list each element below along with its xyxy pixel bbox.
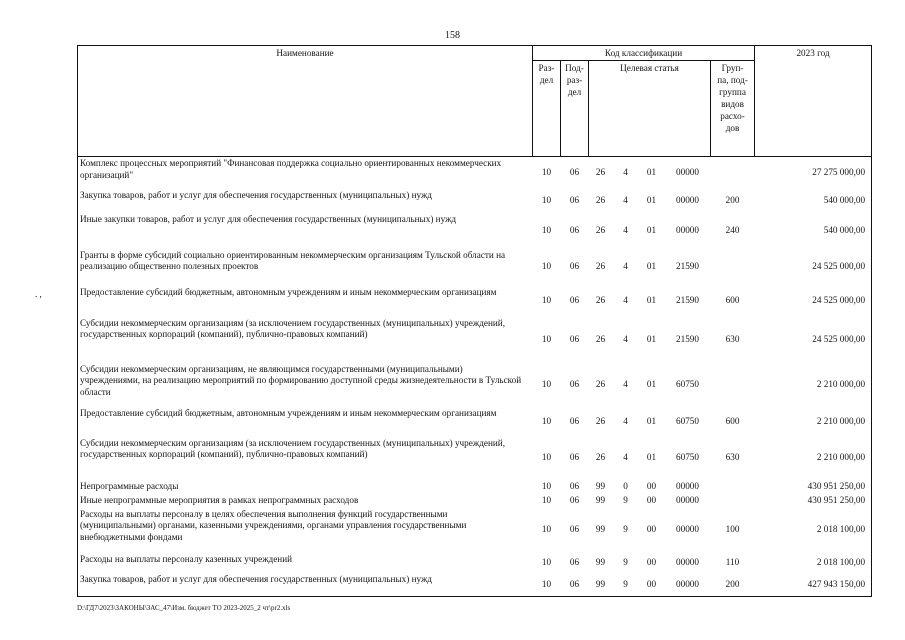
row-cs4: 21590	[676, 261, 699, 272]
row-razdel: 10	[541, 224, 552, 235]
row-vid: 110	[725, 556, 740, 567]
header-year: 2023 год	[755, 46, 872, 157]
row-razdel: 10	[541, 194, 552, 205]
row-name: Предоставление субсидий бюджетным, автономным учреждениям и иным некоммерческим организациям	[78, 407, 533, 437]
table-row	[78, 437, 872, 480]
row-podrazdel: 06	[569, 494, 580, 505]
row-cs1: 99	[595, 524, 606, 535]
table-row	[78, 573, 872, 597]
table-row	[78, 157, 872, 189]
row-name: Предоставление субсидий бюджетным, автономным учреждениям и иным некоммерческим организациям	[78, 286, 533, 317]
row-vid: 200	[711, 573, 755, 597]
row-cs2: 4	[623, 452, 628, 463]
header-group-line: дов	[725, 123, 740, 133]
row-cs1: 26	[595, 452, 606, 463]
row-cs4: 60750	[676, 415, 699, 426]
table-row	[78, 508, 872, 553]
row-cs3: 01	[646, 194, 657, 205]
row-cs1: 99	[595, 556, 606, 567]
header-group-line: группа	[719, 87, 746, 97]
row-cs3: 00	[646, 556, 657, 567]
row-podrazdel: 06	[569, 167, 580, 177]
row-vid: 630	[725, 333, 740, 344]
row-vid	[711, 249, 755, 286]
row-name: Иные закупки товаров, работ и услуг для обеспечения государственных (муниципальных) нужд	[78, 213, 533, 249]
page-number: 158	[445, 30, 460, 41]
row-podrazdel: 06	[569, 556, 580, 567]
row-name: Иные непрограммные мероприятия в рамках непрограммных расходов	[78, 494, 533, 508]
row-cs1: 99	[595, 480, 606, 491]
row-cs1: 99	[589, 573, 613, 597]
row-name: Субсидии некоммерческим организациям (за исключением государственных (муниципальных) учреждений, государственных корпораций (компаний), публично-правовых компаний)	[78, 317, 533, 363]
row-amount: 24 525 000,00	[755, 249, 872, 286]
row-cs4: 00000	[676, 224, 699, 235]
row-cs2: 4	[623, 167, 628, 177]
row-amount: 2 210 000,00	[755, 437, 872, 480]
row-cs1: 26	[595, 167, 606, 177]
row-cs2: 4	[623, 224, 628, 235]
row-vid	[711, 480, 755, 494]
row-podrazdel: 06	[569, 295, 580, 306]
row-cs2: 9	[623, 494, 628, 505]
row-cs1: 26	[595, 333, 606, 344]
row-name: Субсидии некоммерческим организациям, не являющимся государственными (муниципальными) учреждениями, на реализацию мероприятий по формированию доступной среды жизнедеятельности в Тульской области	[78, 363, 533, 407]
row-podrazdel: 06	[569, 480, 580, 491]
row-cs1: 26	[595, 224, 606, 235]
header-name: Наименование	[78, 46, 533, 157]
table-row	[78, 286, 872, 317]
row-cs4: 00000	[676, 524, 699, 535]
header-target-item: Целевая статья	[589, 61, 711, 157]
row-vid: 200	[725, 194, 740, 205]
row-cs4: 00000	[665, 573, 711, 597]
row-cs2: 9	[613, 573, 639, 597]
header-code: Код классификации	[533, 46, 755, 61]
row-razdel: 10	[541, 295, 552, 306]
row-cs3: 01	[646, 452, 657, 463]
row-razdel: 10	[541, 524, 552, 535]
row-cs4: 00000	[676, 167, 699, 177]
row-razdel: 10	[541, 452, 552, 463]
stray-mark: . ,	[35, 289, 42, 299]
row-name: Гранты в форме субсидий социально ориентированным некоммерческим организациям Тульской области на реализацию общественно полезных проектов	[78, 249, 533, 286]
row-amount: 2 210 000,00	[755, 363, 872, 407]
row-razdel: 10	[541, 480, 552, 491]
row-cs4: 21590	[676, 333, 699, 344]
row-cs2: 4	[623, 295, 628, 306]
row-name: Непрограммные расходы	[78, 480, 533, 494]
row-amount: 540 000,00	[755, 189, 872, 213]
row-cs4: 00000	[676, 556, 699, 567]
row-cs2: 0	[623, 480, 628, 491]
row-vid: 240	[725, 224, 740, 235]
row-cs3: 01	[646, 167, 657, 177]
row-amount: 430 951 250,00	[755, 480, 872, 494]
row-cs4: 00000	[676, 494, 699, 505]
row-cs3: 00	[646, 524, 657, 535]
budget-table	[77, 45, 872, 597]
row-cs1: 26	[595, 194, 606, 205]
row-cs3: 01	[646, 415, 657, 426]
row-name: Субсидии некоммерческим организациям (за исключением государственных (муниципальных) учреждений, государственных корпораций (компаний), публично-правовых компаний)	[78, 437, 533, 480]
table-row	[78, 317, 872, 363]
row-cs1: 26	[595, 261, 606, 272]
row-podrazdel: 06	[569, 333, 580, 344]
row-cs4: 60750	[676, 378, 699, 389]
row-cs1: 26	[595, 295, 606, 306]
table-header	[78, 46, 872, 157]
row-cs1: 99	[595, 494, 606, 505]
table-row	[78, 553, 872, 573]
header-group-line: Груп-	[721, 63, 744, 73]
row-amount: 430 951 250,00	[755, 494, 872, 508]
row-cs3: 01	[646, 378, 657, 389]
row-podrazdel: 06	[569, 261, 580, 272]
row-vid	[711, 157, 755, 189]
row-amount: 24 525 000,00	[755, 286, 872, 317]
row-cs2: 9	[623, 556, 628, 567]
header-group-line: видов	[721, 99, 744, 109]
row-cs3: 01	[646, 224, 657, 235]
file-path-footer: D:\ГД7\2023\ЗАКОНЫ\ЗАС_47\Изм. бюджет ТО 2023-2025_2 чт\pr2.xls	[77, 604, 291, 612]
row-cs2: 4	[623, 333, 628, 344]
row-amount: 540 000,00	[755, 213, 872, 249]
row-cs3: 01	[646, 261, 657, 272]
row-amount: 2 018 100,00	[755, 508, 872, 553]
row-razdel: 10	[533, 573, 561, 597]
row-amount: 2 210 000,00	[755, 407, 872, 437]
row-cs3: 00	[646, 480, 657, 491]
row-name: Закупка товаров, работ и услуг для обеспечения государственных (муниципальных) нужд	[78, 573, 533, 597]
row-name: Закупка товаров, работ и услуг для обеспечения государственных (муниципальных) нужд	[78, 189, 533, 213]
row-amount: 27 275 000,00	[755, 157, 872, 189]
row-vid	[711, 494, 755, 508]
row-amount: 24 525 000,00	[755, 317, 872, 363]
row-cs3: 00	[646, 494, 657, 505]
row-razdel: 10	[541, 333, 552, 344]
row-name: Расходы на выплаты персоналу казенных учреждений	[78, 553, 533, 573]
row-razdel: 10	[541, 415, 552, 426]
row-razdel: 10	[541, 494, 552, 505]
row-cs1: 26	[595, 415, 606, 426]
row-podrazdel: 06	[569, 224, 580, 235]
row-cs4: 21590	[676, 295, 699, 306]
row-vid: 100	[725, 524, 740, 535]
row-podrazdel: 06	[569, 524, 580, 535]
table-row	[78, 407, 872, 437]
table-row	[78, 480, 872, 494]
row-cs3: 00	[639, 573, 665, 597]
row-cs2: 9	[623, 524, 628, 535]
row-razdel: 10	[541, 167, 552, 177]
table-row	[78, 363, 872, 407]
row-podrazdel: 06	[569, 415, 580, 426]
row-amount: 2 018 100,00	[755, 553, 872, 573]
row-cs4: 00000	[676, 194, 699, 205]
row-razdel: 10	[541, 378, 552, 389]
row-cs4: 60750	[676, 452, 699, 463]
row-podrazdel: 06	[561, 573, 589, 597]
row-cs1: 26	[595, 378, 606, 389]
row-name: Комплекс процессных мероприятий "Финансовая поддержка социально ориентированных некоммерческих организаций"	[78, 157, 533, 189]
row-cs2: 4	[623, 378, 628, 389]
row-cs3: 01	[646, 295, 657, 306]
row-podrazdel: 06	[569, 378, 580, 389]
row-name: Расходы на выплаты персоналу в целях обеспечения выполнения функций государственными (муниципальными) органами, казенными учреждениями, органами управления государственными внебюджетными фондами	[78, 508, 533, 553]
table-row	[78, 213, 872, 249]
row-cs2: 4	[623, 415, 628, 426]
row-vid: 600	[725, 295, 740, 306]
table-row	[78, 494, 872, 508]
row-cs3: 01	[646, 333, 657, 344]
table-row	[78, 189, 872, 213]
row-vid: 630	[725, 452, 740, 463]
row-razdel: 10	[541, 556, 552, 567]
header-section: Раз- дел	[533, 61, 561, 157]
table-body	[78, 157, 872, 597]
row-vid: 600	[725, 415, 740, 426]
row-cs4: 00000	[676, 480, 699, 491]
row-vid	[711, 363, 755, 407]
row-cs2: 4	[623, 194, 628, 205]
row-amount: 427 943 150,00	[755, 573, 872, 597]
header-group-line: па, под-	[717, 75, 748, 85]
header-subsection: Под- раз- дел	[561, 61, 589, 157]
row-cs2: 4	[623, 261, 628, 272]
table-row	[78, 249, 872, 286]
row-podrazdel: 06	[569, 194, 580, 205]
header-expense-group	[711, 61, 755, 157]
row-podrazdel: 06	[569, 452, 580, 463]
row-razdel: 10	[541, 261, 552, 272]
header-group-line: расхо-	[720, 111, 745, 121]
